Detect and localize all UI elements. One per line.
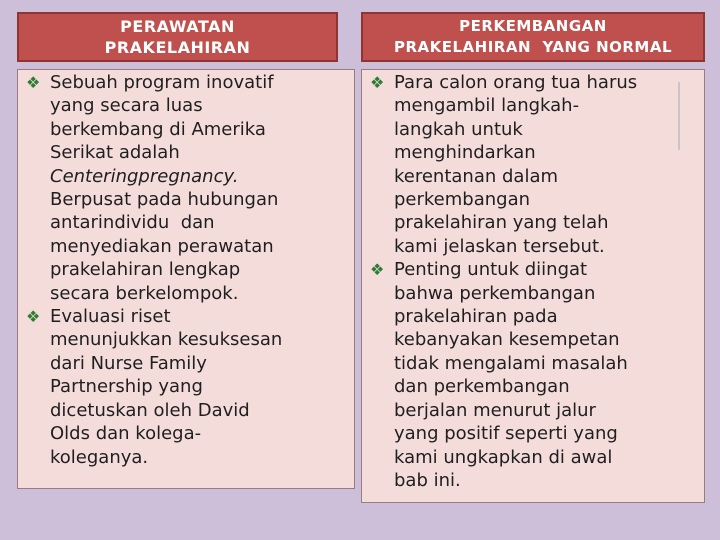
right-bullet-2 <box>370 258 702 492</box>
diamond-bullet-icon: ❖ <box>370 260 385 280</box>
text-line: kerentanan dalam <box>394 165 559 187</box>
text-line: kami jelaskan tersebut. <box>394 235 605 257</box>
left-bullet-1 <box>26 71 348 305</box>
text-line: langkah untuk <box>394 118 523 140</box>
left-bullet-1-text <box>50 71 348 305</box>
right-header-line-1: PERKEMBANGAN <box>459 17 607 35</box>
text-line: prakelahiran pada <box>394 306 558 328</box>
text-line: dari Nurse Family <box>50 352 207 374</box>
text-line: yang secara luas <box>50 95 203 117</box>
text-line: Sebuah program inovatif <box>50 72 274 93</box>
text-line: kami ungkapkan di awal <box>394 446 613 468</box>
text-line: berjalan menurut jalur <box>394 399 596 421</box>
decorative-divider-line <box>678 82 680 150</box>
text-line: dan perkembangan <box>394 376 570 398</box>
text-line: Para calon orang tua harus <box>394 72 638 93</box>
text-line: Penting untuk diingat <box>394 259 588 281</box>
text-line: bab ini. <box>394 469 461 491</box>
text-line: Berpusat pada hubungan <box>50 189 279 211</box>
text-line: yang positif seperti yang <box>394 423 618 445</box>
right-header <box>361 12 705 62</box>
text-line: berkembang di Amerika <box>50 118 266 140</box>
diamond-bullet-icon: ❖ <box>26 307 41 327</box>
right-header-line-2: PRAKELAHIRAN YANG NORMAL <box>393 38 673 56</box>
text-line: antarindividu dan <box>50 212 215 234</box>
left-header <box>17 12 338 62</box>
text-line: prakelahiran lengkap <box>50 259 241 281</box>
left-header-line-1: PERAWATAN <box>120 17 235 36</box>
text-line: secara berkelompok. <box>50 282 239 304</box>
italic-term: Centeringpregnancy. <box>50 165 239 187</box>
text-line: dicetuskan oleh David <box>50 399 250 421</box>
left-bullet-2 <box>26 305 348 469</box>
text-line: Olds dan kolega- <box>50 423 202 445</box>
left-panel <box>17 69 355 489</box>
text-line: tidak mengalami masalah <box>394 352 628 374</box>
text-line: Partnership yang <box>50 376 203 398</box>
text-line: menunjukkan kesuksesan <box>50 329 283 351</box>
diamond-bullet-icon: ❖ <box>26 73 41 92</box>
text-line: perkembangan <box>394 189 531 211</box>
text-line: koleganya. <box>50 446 149 468</box>
right-bullet-1 <box>370 71 702 258</box>
text-line: menghindarkan <box>394 142 536 164</box>
text-line: Evaluasi riset <box>50 306 171 328</box>
text-line: kebanyakan kesempetan <box>394 329 620 351</box>
right-bullet-1-text <box>394 71 702 258</box>
right-panel <box>361 69 705 503</box>
text-line: mengambil langkah- <box>394 95 580 117</box>
diamond-bullet-icon: ❖ <box>370 73 385 92</box>
left-bullet-2-text <box>50 305 348 469</box>
text-line: bahwa perkembangan <box>394 282 596 304</box>
text-line: prakelahiran yang telah <box>394 212 609 234</box>
text-line: menyediakan perawatan <box>50 235 274 257</box>
left-header-line-2: PRAKELAHIRAN <box>104 38 251 57</box>
text-line: Serikat adalah <box>50 142 180 164</box>
right-bullet-2-text <box>394 258 702 492</box>
